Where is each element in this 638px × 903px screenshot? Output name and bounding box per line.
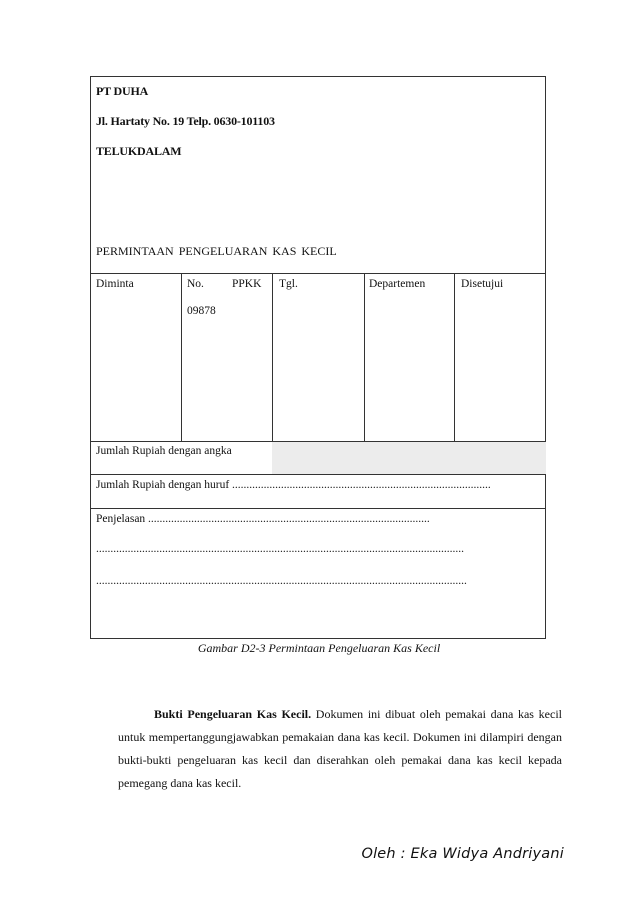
divider [91,474,545,475]
company-city: TELUKDALAM [96,144,182,158]
column-tgl: Tgl. [279,278,298,290]
page-footer-author: Oleh : Eka Widya Andriyani [361,846,564,862]
column-divider [364,273,365,441]
amount-words-line: Jumlah Rupiah dengan huruf .......................................................................................... [96,479,491,491]
company-address: Jl. Hartaty No. 19 Telp. 0630-101103 [96,114,275,128]
ppkk-number: 09878 [187,305,216,317]
column-no-label: No. [187,278,204,290]
explanation-dots-line: ................................................................................................................................. [96,575,467,587]
column-divider [181,273,182,441]
divider [91,273,545,274]
divider [91,508,545,509]
amount-number-field[interactable] [272,442,546,474]
company-name: PT DUHA [96,84,149,98]
body-paragraph [118,703,562,795]
paragraph-body: Dokumen ini dibuat oleh pemakai dana kas kecil untuk mempertanggungjawabkan pemakaian dana kas kecil. Dokumen ini dilampiri dengan bukti-bukti pengeluaran kas kecil dan diserahkan oleh pemakai dana kas kecil kepada pemegang dana kas kecil. [118,707,562,790]
column-disetujui: Disetujui [461,278,504,290]
paragraph-lead: Bukti Pengeluaran Kas Kecil. [154,707,312,721]
column-divider [454,273,455,441]
amount-number-label: Jumlah Rupiah dengan angka [96,445,232,457]
column-diminta: Diminta [96,278,134,290]
explanation-dots-line: ................................................................................................................................ [96,543,464,555]
petty-cash-request-form [90,76,546,639]
form-title: PERMINTAAN PENGELUARAN KAS KECIL [96,244,337,258]
column-departemen: Departemen [369,278,426,290]
column-ppkk-label: PPKK [232,278,262,290]
explanation-line: Penjelasan .................................................................................................. [96,513,430,525]
figure-caption: Gambar D2-3 Permintaan Pengeluaran Kas Kecil [197,641,441,655]
